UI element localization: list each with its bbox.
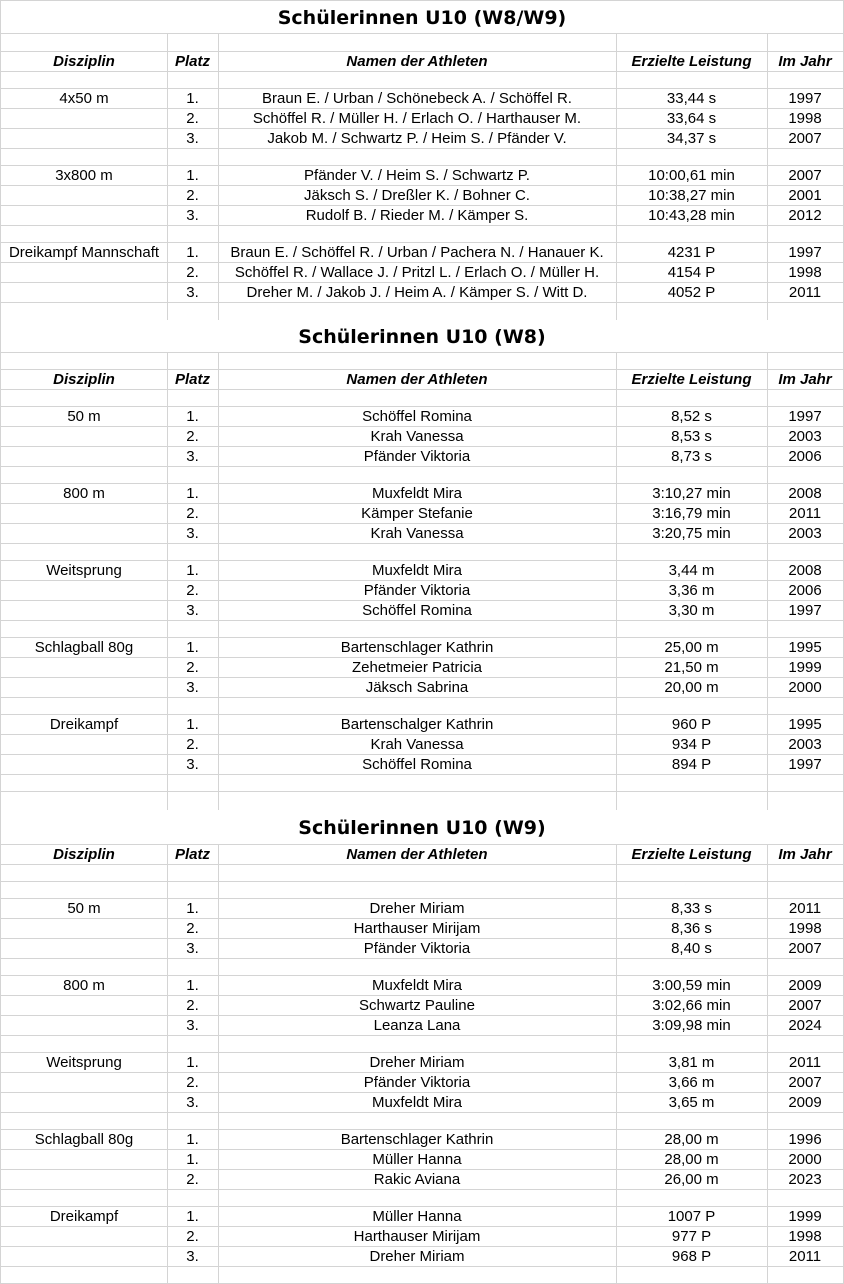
year-cell: 2000 [788,1151,822,1168]
table-row [0,523,844,543]
header-namen: Namen der Athleten [346,371,488,388]
table-row [0,714,844,734]
result-cell: 3,44 m [668,562,715,579]
table-row [0,483,844,503]
athlete-names-cell: Krah Vanessa [370,736,464,753]
result-cell: 25,00 m [664,639,719,656]
result-cell: 28,00 m [664,1151,719,1168]
table-row [0,185,844,205]
header-jahr: Im Jahr [778,53,832,70]
discipline-label: Weitsprung [46,562,122,579]
athlete-names-cell: Harthauser Mirijam [353,1228,481,1245]
table-row [0,1149,844,1169]
table-row [0,1092,844,1112]
place-cell: 2. [186,428,199,445]
gridline-horizontal [0,352,844,353]
place-cell: 1. [186,562,199,579]
table-header-row [0,844,844,864]
gridline-horizontal [0,697,844,698]
result-cell: 3:16,79 min [652,505,731,522]
year-cell: 1996 [788,1131,822,1148]
place-cell: 2. [186,582,199,599]
year-cell: 2011 [788,505,822,522]
result-cell: 1007 P [667,1208,716,1225]
table-row [0,1015,844,1035]
year-cell: 2001 [788,187,822,204]
place-cell: 3. [186,448,199,465]
place-cell: 2. [186,920,199,937]
place-cell: 1. [186,1208,199,1225]
year-cell: 1999 [788,659,822,676]
year-cell: 2006 [788,582,822,599]
year-cell: 2000 [788,679,822,696]
athlete-names-cell: Rudolf B. / Rieder M. / Kämper S. [305,207,529,224]
table-row [0,446,844,466]
result-cell: 3:09,98 min [652,1017,731,1034]
athlete-names-cell: Jäksch Sabrina [365,679,469,696]
year-cell: 2024 [788,1017,822,1034]
discipline-label: Dreikampf Mannschaft [8,244,160,261]
result-cell: 3:10,27 min [652,485,731,502]
result-cell: 8,52 s [671,408,712,425]
year-cell: 2008 [788,562,822,579]
year-cell: 1999 [788,1208,822,1225]
year-cell: 2011 [788,1248,822,1265]
year-cell: 2007 [788,130,822,147]
place-cell: 3. [186,940,199,957]
athlete-names-cell: Bartenschalger Kathrin [340,716,494,733]
result-cell: 33,64 s [666,110,717,127]
year-cell: 1997 [788,602,822,619]
place-cell: 2. [186,997,199,1014]
athlete-names-cell: Schöffel Romina [362,756,472,773]
result-cell: 960 P [671,716,712,733]
athlete-names-cell: Muxfeldt Mira [371,485,463,502]
year-cell: 1998 [788,110,822,127]
gridline-horizontal [0,302,844,303]
year-cell: 2011 [788,900,822,917]
discipline-label: 50 m [67,900,101,917]
year-cell: 1998 [788,264,822,281]
year-cell: 2009 [788,977,822,994]
result-cell: 10:43,28 min [648,207,735,224]
place-cell: 1. [186,900,199,917]
table-row [0,657,844,677]
athlete-names-cell: Rakic Aviana [373,1171,461,1188]
gridline-horizontal [0,791,844,792]
section-title: Schülerinnen U10 (W9) [1,810,843,844]
athlete-names-cell: Pfänder Viktoria [363,940,471,957]
header-disziplin: Disziplin [53,53,115,70]
result-cell: 3:00,59 min [652,977,731,994]
gridline-horizontal [0,543,844,544]
place-cell: 3. [186,284,199,301]
year-cell: 2003 [788,525,822,542]
gridline-horizontal [0,1266,844,1267]
result-cell: 3,65 m [668,1094,715,1111]
table-row [0,1072,844,1092]
table-row [0,108,844,128]
result-cell: 10:38,27 min [648,187,735,204]
year-cell: 1997 [788,244,822,261]
place-cell: 1. [186,1054,199,1071]
result-cell: 8,53 s [671,428,712,445]
place-cell: 1. [186,1131,199,1148]
place-cell: 1. [186,716,199,733]
result-cell: 934 P [671,736,712,753]
result-cell: 894 P [671,756,712,773]
place-cell: 2. [186,1228,199,1245]
result-cell: 10:00,61 min [648,167,735,184]
discipline-label: Dreikampf [49,1208,119,1225]
table-row [0,205,844,225]
result-cell: 34,37 s [666,130,717,147]
athlete-names-cell: Harthauser Mirijam [353,920,481,937]
place-cell: 2. [186,659,199,676]
result-cell: 4231 P [667,244,716,261]
table-row [0,975,844,995]
athlete-names-cell: Bartenschlager Kathrin [340,639,494,656]
year-cell: 2003 [788,736,822,753]
year-cell: 2011 [788,284,822,301]
year-cell: 1998 [788,1228,822,1245]
discipline-label: 50 m [67,408,101,425]
header-leistung: Erzielte Leistung [631,846,752,863]
table-row [0,677,844,697]
discipline-label: 4x50 m [59,90,109,107]
athlete-names-cell: Schöffel R. / Wallace J. / Pritzl L. / Erlach O. / Müller H. [234,264,600,281]
gridline-horizontal [0,389,844,390]
table-row [0,1206,844,1226]
table-row [0,898,844,918]
athlete-names-cell: Müller Hanna [372,1151,462,1168]
header-leistung: Erzielte Leistung [631,371,752,388]
year-cell: 1998 [788,920,822,937]
table-header-row [0,51,844,71]
year-cell: 1995 [788,639,822,656]
table-header-row [0,369,844,389]
athlete-names-cell: Dreher Miriam [369,1248,465,1265]
athlete-names-cell: Dreher Miriam [369,900,465,917]
gridline-horizontal [0,71,844,72]
athlete-names-cell: Kämper Stefanie [361,505,473,522]
header-platz: Platz [174,371,210,388]
gridline-horizontal [0,1189,844,1190]
result-cell: 3,66 m [668,1074,715,1091]
discipline-label: Schlagball 80g [34,1131,134,1148]
table-row [0,426,844,446]
place-cell: 2. [186,736,199,753]
header-namen: Namen der Athleten [346,53,488,70]
place-cell: 2. [186,264,199,281]
table-row [0,262,844,282]
athlete-names-cell: Muxfeldt Mira [371,1094,463,1111]
table-row [0,600,844,620]
place-cell: 3. [186,602,199,619]
result-cell: 4052 P [667,284,716,301]
year-cell: 2007 [788,940,822,957]
place-cell: 1. [186,639,199,656]
place-cell: 1. [186,1151,199,1168]
table-row [0,918,844,938]
table-row [0,560,844,580]
result-cell: 8,33 s [671,900,712,917]
place-cell: 2. [186,187,199,204]
athlete-names-cell: Pfänder Viktoria [363,448,471,465]
athlete-names-cell: Pfänder Viktoria [363,1074,471,1091]
table-row [0,754,844,774]
gridline-horizontal [0,774,844,775]
table-row [0,88,844,108]
discipline-label: Weitsprung [46,1054,122,1071]
result-cell: 3:02,66 min [652,997,731,1014]
place-cell: 1. [186,244,199,261]
discipline-label: 800 m [63,485,105,502]
table-row [0,242,844,262]
athlete-names-cell: Müller Hanna [372,1208,462,1225]
discipline-label: Dreikampf [49,716,119,733]
gridline-horizontal [0,1035,844,1036]
place-cell: 3. [186,1248,199,1265]
year-cell: 2012 [788,207,822,224]
table-row [0,1169,844,1189]
result-cell: 3:20,75 min [652,525,731,542]
gridline-horizontal [0,1112,844,1113]
athlete-names-cell: Leanza Lana [373,1017,461,1034]
athlete-names-cell: Muxfeldt Mira [371,562,463,579]
athlete-names-cell: Muxfeldt Mira [371,977,463,994]
header-platz: Platz [174,53,210,70]
gridline-horizontal [0,881,844,882]
year-cell: 2011 [788,1054,822,1071]
athlete-names-cell: Bartenschlager Kathrin [340,1131,494,1148]
table-row [0,580,844,600]
table-row [0,938,844,958]
table-row [0,1246,844,1266]
athlete-names-cell: Pfänder V. / Heim S. / Schwartz P. [304,167,530,184]
place-cell: 3. [186,207,199,224]
header-namen: Namen der Athleten [346,846,488,863]
table-row [0,165,844,185]
place-cell: 1. [186,485,199,502]
table-row [0,128,844,148]
place-cell: 3. [186,679,199,696]
place-cell: 1. [186,167,199,184]
result-cell: 4154 P [667,264,716,281]
athlete-names-cell: Dreher M. / Jakob J. / Heim A. / Kämper S. / Witt D. [246,284,588,301]
result-cell: 20,00 m [664,679,719,696]
athlete-names-cell: Zehetmeier Patricia [351,659,483,676]
year-cell: 2007 [788,997,822,1014]
athlete-names-cell: Schöffel R. / Müller H. / Erlach O. / Harthauser M. [252,110,582,127]
gridline-horizontal [0,148,844,149]
athlete-names-cell: Jäksch S. / Dreßler K. / Bohner C. [304,187,530,204]
result-cell: 968 P [671,1248,712,1265]
athlete-names-cell: Krah Vanessa [370,525,464,542]
table-row [0,282,844,302]
year-cell: 1997 [788,90,822,107]
table-row [0,1129,844,1149]
year-cell: 1995 [788,716,822,733]
year-cell: 1997 [788,408,822,425]
gridline-horizontal [0,225,844,226]
place-cell: 3. [186,756,199,773]
year-cell: 2023 [788,1171,822,1188]
header-jahr: Im Jahr [778,846,832,863]
result-cell: 977 P [671,1228,712,1245]
place-cell: 1. [186,977,199,994]
section-title: Schülerinnen U10 (W8) [1,320,843,352]
gridline-horizontal [0,466,844,467]
result-cell: 21,50 m [664,659,719,676]
athlete-names-cell: Krah Vanessa [370,428,464,445]
place-cell: 3. [186,525,199,542]
discipline-label: 3x800 m [55,167,113,184]
header-leistung: Erzielte Leistung [631,53,752,70]
athlete-names-cell: Jakob M. / Schwartz P. / Heim S. / Pfänder V. [267,130,567,147]
athlete-names-cell: Dreher Miriam [369,1054,465,1071]
table-row [0,503,844,523]
athlete-names-cell: Braun E. / Schöffel R. / Urban / Pachera N. / Hanauer K. [230,244,604,261]
header-jahr: Im Jahr [778,371,832,388]
place-cell: 3. [186,1094,199,1111]
athlete-names-cell: Schöffel Romina [362,602,472,619]
year-cell: 2007 [788,167,822,184]
result-cell: 33,44 s [666,90,717,107]
result-cell: 26,00 m [664,1171,719,1188]
table-row [0,1226,844,1246]
year-cell: 2003 [788,428,822,445]
result-cell: 28,00 m [664,1131,719,1148]
discipline-label: 800 m [63,977,105,994]
year-cell: 2006 [788,448,822,465]
year-cell: 2007 [788,1074,822,1091]
athlete-names-cell: Schwartz Pauline [359,997,475,1014]
gridline-horizontal [0,33,844,34]
result-cell: 3,81 m [668,1054,715,1071]
result-cell: 8,40 s [671,940,712,957]
table-row [0,406,844,426]
gridline-horizontal [0,958,844,959]
result-cell: 3,30 m [668,602,715,619]
athlete-names-cell: Schöffel Romina [362,408,472,425]
table-row [0,995,844,1015]
athlete-names-cell: Pfänder Viktoria [363,582,471,599]
table-row [0,1052,844,1072]
result-cell: 8,36 s [671,920,712,937]
table-row [0,734,844,754]
place-cell: 3. [186,1017,199,1034]
athlete-names-cell: Braun E. / Urban / Schönebeck A. / Schöffel R. [262,90,572,107]
table-row [0,637,844,657]
header-platz: Platz [174,846,210,863]
place-cell: 2. [186,1074,199,1091]
year-cell: 1997 [788,756,822,773]
year-cell: 2008 [788,485,822,502]
discipline-label: Schlagball 80g [34,639,134,656]
section-title: Schülerinnen U10 (W8/W9) [1,1,843,33]
gridline-horizontal [0,620,844,621]
result-cell: 8,73 s [671,448,712,465]
year-cell: 2009 [788,1094,822,1111]
header-disziplin: Disziplin [53,371,115,388]
place-cell: 2. [186,110,199,127]
place-cell: 1. [186,408,199,425]
gridline-horizontal [0,864,844,865]
place-cell: 2. [186,505,199,522]
place-cell: 1. [186,90,199,107]
result-cell: 3,36 m [668,582,715,599]
place-cell: 2. [186,1171,199,1188]
header-disziplin: Disziplin [53,846,115,863]
place-cell: 3. [186,130,199,147]
